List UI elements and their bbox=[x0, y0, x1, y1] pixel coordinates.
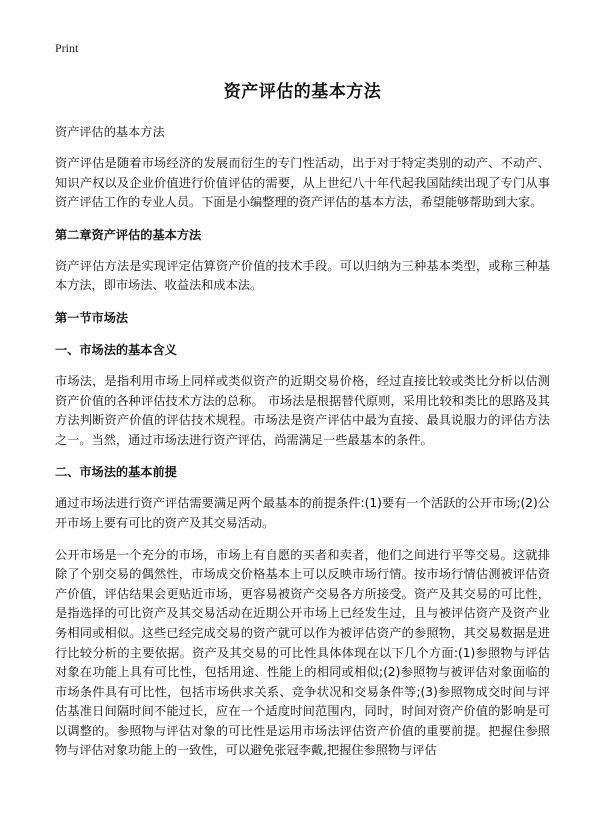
section-heading: 第一节市场法 bbox=[55, 310, 129, 325]
document-title: 资产评估的基本方法 bbox=[223, 82, 382, 102]
subsection-1-heading: 一、市场法的基本含义 bbox=[55, 342, 177, 357]
chapter-heading: 第二章资产评估的基本方法 bbox=[55, 227, 202, 242]
subsection-2-paragraph-1: 通过市场法进行资产评估需要满足两个最基本的前提条件:(1)要有一个活跃的公开市场;(2)公开市场上要有可比的资产及其交易活动。 bbox=[55, 496, 550, 530]
subsection-1-paragraph: 市场法，是指利用市场上同样或类似资产的近期交易价格，经过直接比较或类比分析以估测资产价值的各种评估技术方法的总称。 市场法是根据替代原则，采用比较和类比的思路及其方法判断资产价值的评估技术规程。市场法是资产评估中最为直接、最具说服力的评估方法之一。当然，通过市场法进行资产评估，尚需满足一些最基本的条件。 bbox=[55, 373, 550, 447]
subsection-2-paragraph-2: 公开市场是一个充分的市场，市场上有自愿的买者和卖者，他们之间进行平等交易。这就排除了个别交易的偶然性，市场成交价格基本上可以反映市场行情。按市场行情估测被评估资产价值，评估结果会更贴近市场，更容易被资产交易各方所接受。资产及其交易的可比性，是指选择的可比资产及其交易活动在近期公开市场上已经发生过，且与被评估资产及资产业务相同或相似。这些已经完成交易的资产就可以作为被评估资产的参照物，其交易数据是进行比较分析的主要依据。资产及其交易的可比性具体体现在以下几个方面:(1)参照物与评估对象在功能上具有可比性，包括用途、性能上的相同或相似;(2)参照物与被评估对象面临的市场条件具有可比性，包括市场供求关系、竞争状况和交易条件等;(3)参照物成交时间与评估基准日间隔时间不能过长，应在一个适度时间范围内，同时，时间对资产价值的影响是可以调整的。参照物与评估对象的可比性是运用市场法评估资产价值的重要前提。把握住参照物与评估对象功能上的一致性，可以避免张冠李戴,把握住参照物与评估 bbox=[55, 547, 550, 758]
print-label: Print bbox=[55, 41, 79, 55]
subsection-2-heading: 二、市场法的基本前提 bbox=[55, 465, 177, 480]
chapter-intro-paragraph: 资产评估方法是实现评定估算资产价值的技术手段。可以归纳为三种基本类型，或称三种基本方法，即市场法、收益法和成本法。 bbox=[55, 258, 550, 293]
document-page bbox=[55, 40, 550, 773]
document-subtitle: 资产评估的基本方法 bbox=[55, 125, 165, 139]
intro-paragraph: 资产评估是随着市场经济的发展而衍生的专门性活动，出于对于特定类别的动产、不动产、知识产权以及企业价值进行价值评估的需要，从上世纪八十年代起我国陆续出现了专门从事资产评估工作的专业人员。下面是小编整理的资产评估的基本方法，希望能够帮助到大家。 bbox=[55, 156, 550, 210]
